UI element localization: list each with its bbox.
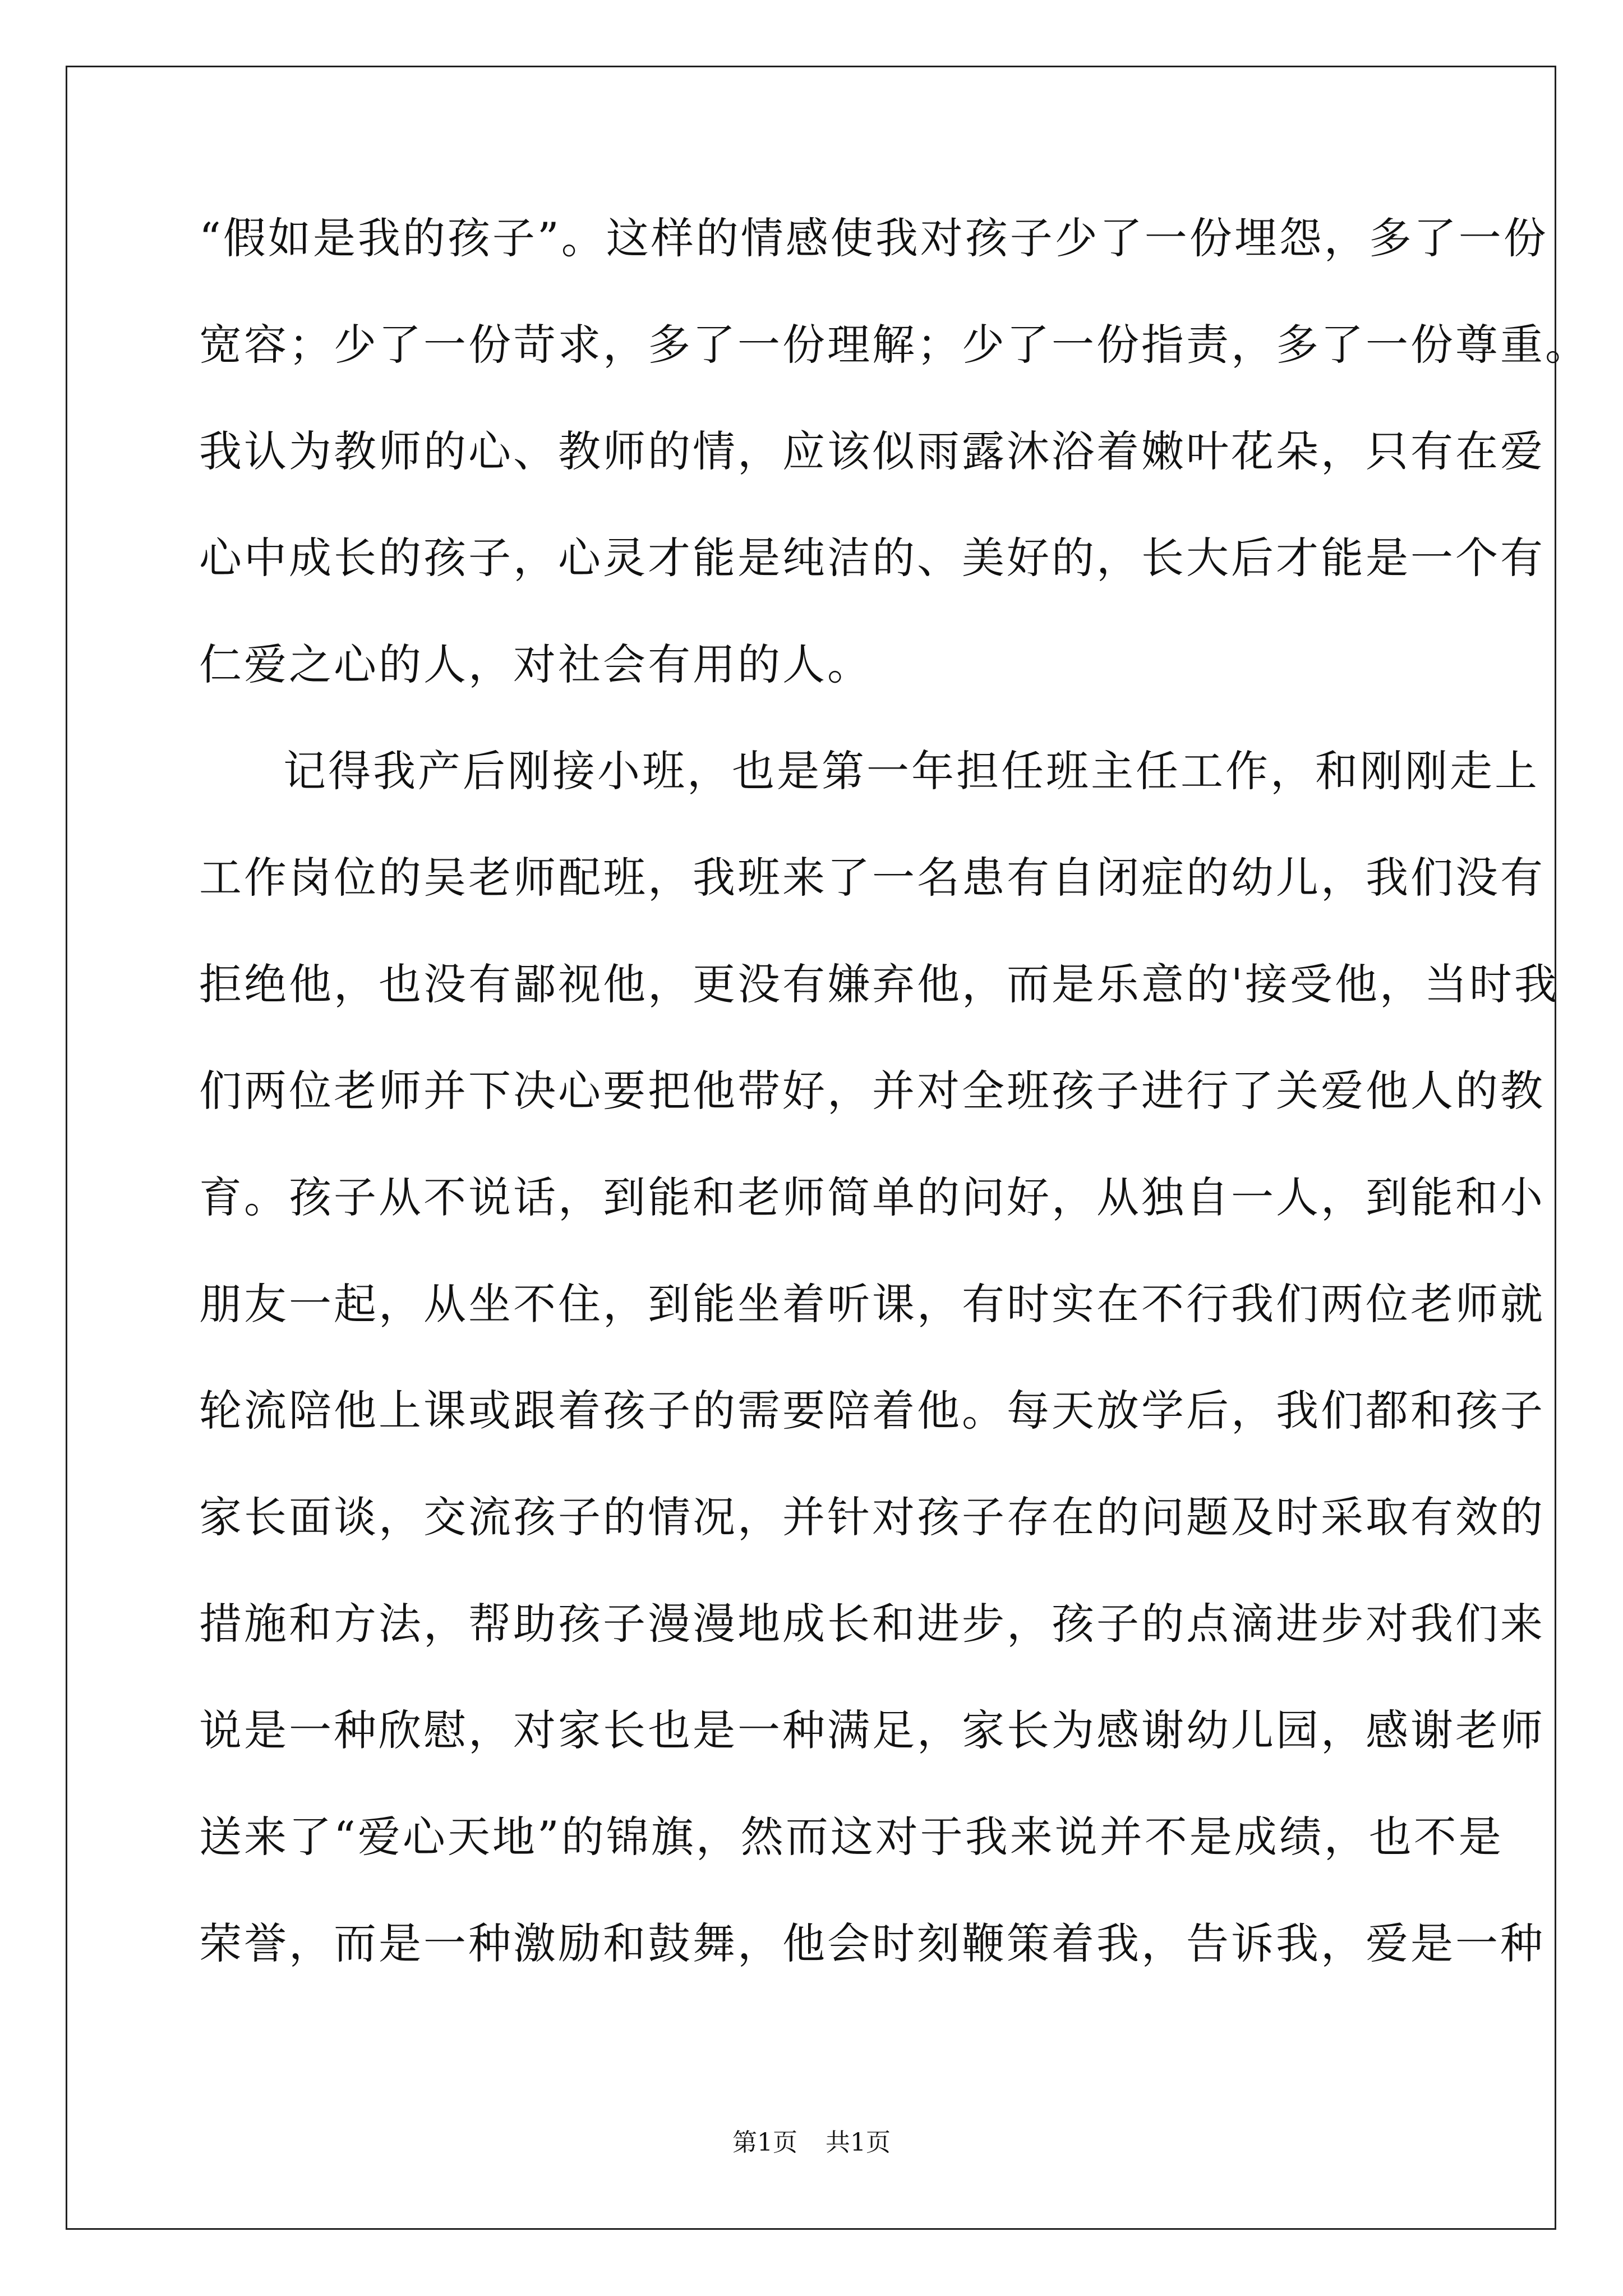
text-line: 朋友一起，从坐不住，到能坐着听课，有时实在不行我们两位老师就 — [199, 1279, 1545, 1329]
text-line: 荣誉，而是一种激励和鼓舞，他会时刻鞭策着我，告诉我，爱是一种 — [199, 1918, 1545, 1968]
text-line: 措施和方法，帮助孩子漫漫地成长和进步，孩子的点滴进步对我们来 — [199, 1599, 1545, 1649]
text-line: 记得我产后刚接小班，也是第一年担任班主任工作，和刚刚走上 — [283, 746, 1539, 796]
text-line: 轮流陪他上课或跟着孩子的需要陪着他。每天放学后，我们都和孩子 — [199, 1386, 1545, 1435]
text-line: 拒绝他，也没有鄙视他，更没有嫌弃他，而是乐意的'接受他，当时我 — [199, 959, 1559, 1009]
text-line: 们两位老师并下决心要把他带好，并对全班孩子进行了关爱他人的教 — [199, 1066, 1545, 1116]
page-number: 第1页 — [732, 2128, 797, 2157]
text-line: “假如是我的孩子”。这样的情感使我对孩子少了一份埋怨，多了一份 — [199, 213, 1548, 263]
text-line: 说是一种欣慰，对家长也是一种满足，家长为感谢幼儿园，感谢老师 — [199, 1705, 1545, 1755]
text-line: 宽容；少了一份苛求，多了一份理解；少了一份指责，多了一份尊重。 — [199, 320, 1590, 370]
text-line: 我认为教师的心、教师的情，应该似雨露沐浴着嫩叶花朵，只有在爱 — [199, 426, 1545, 476]
text-line: 工作岗位的吴老师配班，我班来了一名患有自闭症的幼儿，我们没有 — [199, 853, 1545, 903]
text-line: 仁爱之心的人，对社会有用的人。 — [199, 639, 872, 689]
page-total: 共1页 — [826, 2128, 891, 2157]
page-footer — [0, 2126, 1623, 2160]
text-line: 育。孩子从不说话，到能和老师简单的问好，从独自一人，到能和小 — [199, 1172, 1545, 1222]
text-line: 家长面谈，交流孩子的情况，并针对孩子存在的问题及时采取有效的 — [199, 1492, 1545, 1542]
text-line: 心中成长的孩子，心灵才能是纯洁的、美好的，长大后才能是一个有 — [199, 533, 1545, 583]
page-border — [66, 66, 1556, 2230]
text-line: 送来了“爱心天地”的锦旗，然而这对于我来说并不是成绩，也不是 — [199, 1812, 1504, 1862]
